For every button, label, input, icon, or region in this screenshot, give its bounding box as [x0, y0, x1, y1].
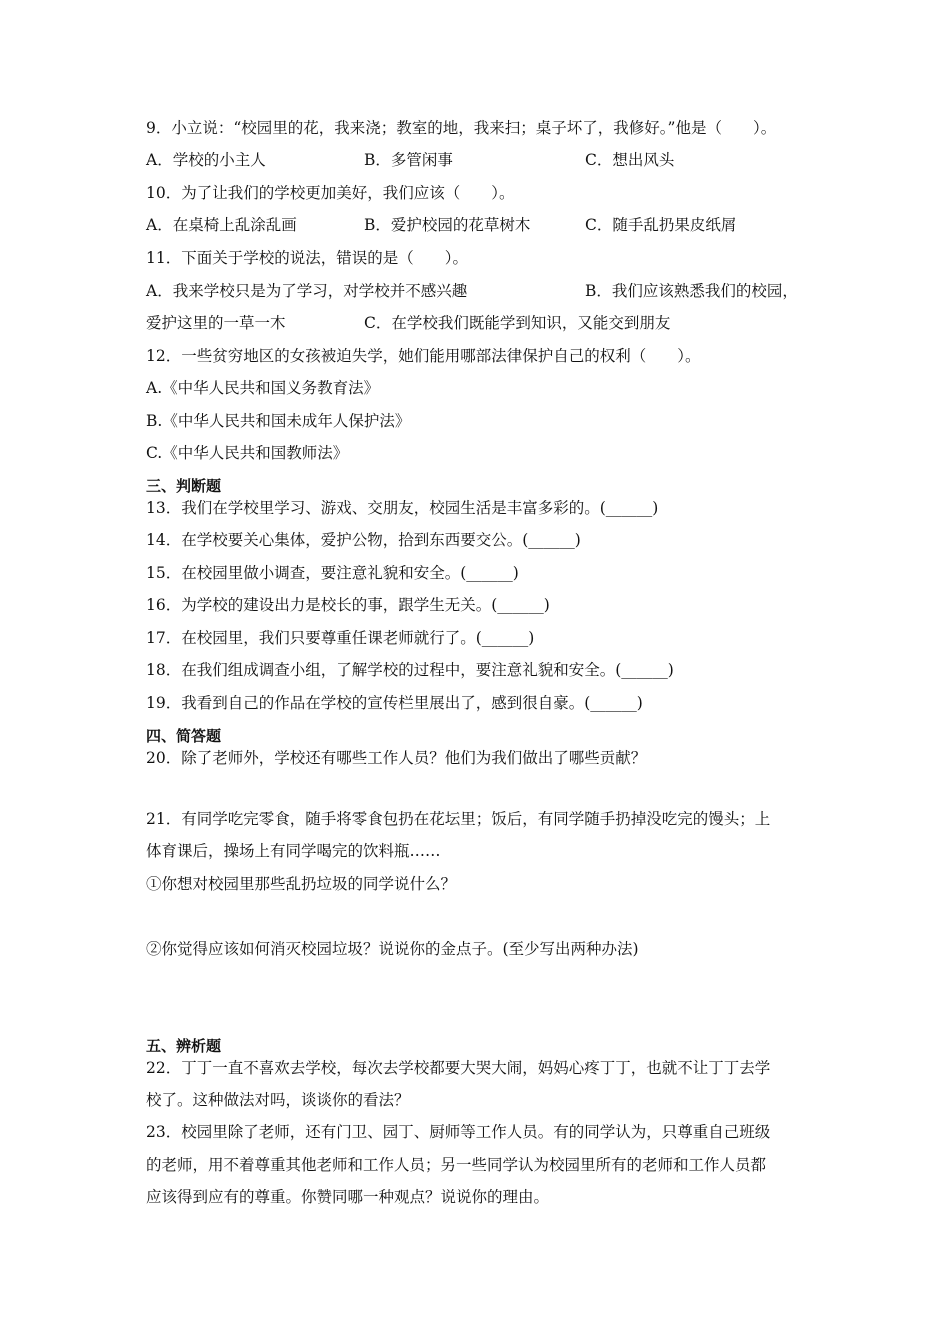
q23-line-2: 的老师，用不着尊重其他老师和工作人员；另一些同学认为校园里所有的老师和工作人员都: [146, 1156, 767, 1174]
q12-text: 12．一些贫穷地区的女孩被迫失学，她们能用哪部法律保护自己的权利（ ）。: [146, 347, 701, 365]
q12-option-b: B.《中华人民共和国未成年人保护法》: [146, 412, 411, 430]
q11-option-c: C．在学校我们既能学到知识，又能交到朋友: [364, 314, 671, 332]
q20-text: 20．除了老师外，学校还有哪些工作人员？他们为我们做出了哪些贡献？: [146, 749, 647, 767]
q12-option-c: C.《中华人民共和国教师法》: [146, 444, 349, 462]
q9-option-c: C．想出风头: [585, 151, 675, 169]
q22-line-1: 22．丁丁一直不喜欢去学校，每次去学校都要大哭大闹，妈妈心疼丁丁，也就不让丁丁去学: [146, 1059, 771, 1077]
q22-line-2: 校了。这种做法对吗，谈谈你的看法？: [146, 1091, 410, 1109]
q11-option-b-cont: 爱护这里的一草一木: [146, 314, 286, 332]
q10-text: 10．为了让我们的学校更加美好，我们应该（ ）。: [146, 184, 515, 202]
judge-item: 16．为学校的建设出力是校长的事，跟学生无关。(______): [146, 596, 550, 614]
section-4-heading: 四、简答题: [146, 727, 222, 745]
q9-text: 9．小立说：“校园里的花，我来浇；教室的地，我来扫；桌子坏了，我修好。”他是（ ）。: [146, 119, 777, 137]
q21-line-2: 体育课后，操场上有同学喝完的饮料瓶……: [146, 842, 441, 860]
q21-sub-2: ②你觉得应该如何消灭校园垃圾？说说你的金点子。(至少写出两种办法): [146, 940, 639, 958]
judge-item: 17．在校园里，我们只要尊重任课老师就行了。(______): [146, 629, 535, 647]
judge-item: 14．在学校要关心集体，爱护公物，拾到东西要交公。(______): [146, 531, 581, 549]
q11-text: 11．下面关于学校的说法，错误的是（ ）。: [146, 249, 468, 267]
q23-line-1: 23．校园里除了老师，还有门卫、园丁、厨师等工作人员。有的同学认为，只尊重自己班级: [146, 1123, 771, 1141]
q11-option-b: B．我们应该熟悉我们的校园，: [585, 282, 798, 300]
section-5-heading: 五、辨析题: [146, 1037, 222, 1055]
q11-option-a: A．我来学校只是为了学习，对学校并不感兴趣: [146, 282, 468, 300]
q21-line-1: 21．有同学吃完零食，随手将零食包扔在花坛里；饭后，有同学随手扔掉没吃完的馒头；上: [146, 810, 771, 828]
q21-sub-1: ①你想对校园里那些乱扔垃圾的同学说什么？: [146, 875, 457, 893]
q12-option-a: A.《中华人民共和国义务教育法》: [146, 379, 380, 397]
judge-item: 19．我看到自己的作品在学校的宣传栏里展出了，感到很自豪。(______): [146, 694, 643, 712]
judge-item: 15．在校园里做小调查，要注意礼貌和安全。(______): [146, 564, 519, 582]
judge-item: 13．我们在学校里学习、游戏、交朋友，校园生活是丰富多彩的。(______): [146, 499, 659, 517]
q23-line-3: 应该得到应有的尊重。你赞同哪一种观点？说说你的理由。: [146, 1188, 550, 1206]
q10-option-a: A．在桌椅上乱涂乱画: [146, 216, 297, 234]
q10-option-c: C．随手乱扔果皮纸屑: [585, 216, 737, 234]
judge-item: 18．在我们组成调查小组，了解学校的过程中，要注意礼貌和安全。(______): [146, 661, 674, 679]
q10-option-b: B．爱护校园的花草树木: [364, 216, 531, 234]
q9-option-b: B．多管闲事: [364, 151, 453, 169]
q9-option-a: A．学校的小主人: [146, 151, 266, 169]
section-3-heading: 三、判断题: [146, 477, 222, 495]
